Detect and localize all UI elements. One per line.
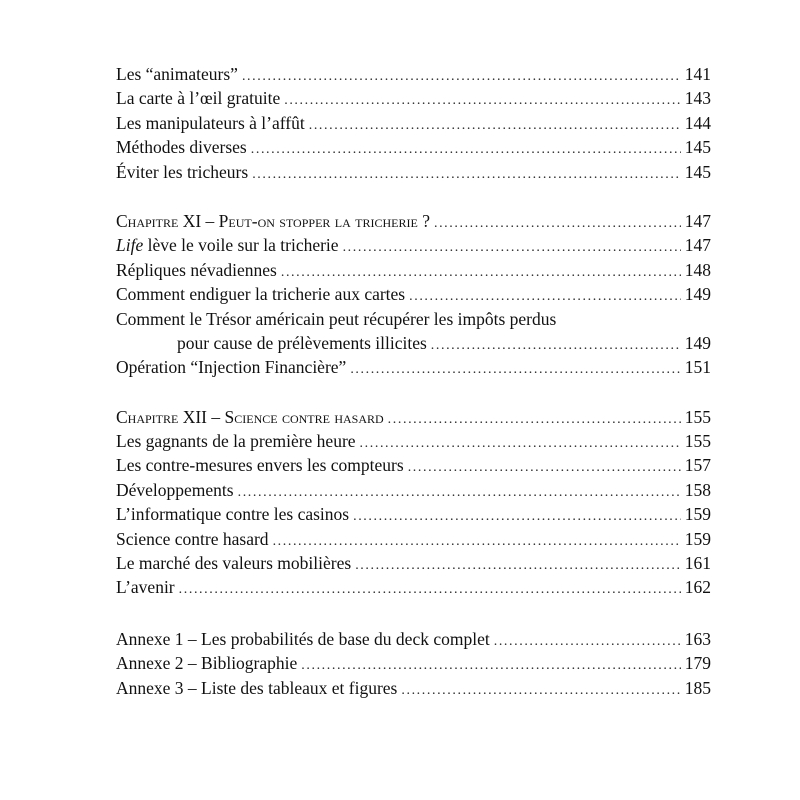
toc-entry-page: 149 — [684, 284, 711, 305]
dot-leader — [494, 630, 681, 654]
toc-entry-title: Le marché des valeurs mobilières — [116, 553, 352, 574]
toc-entry-title — [116, 233, 343, 257]
toc-annex — [116, 676, 711, 700]
dot-leader — [434, 212, 681, 236]
toc-entry-title: Méthodes diverses — [116, 137, 247, 158]
toc-entry — [116, 355, 711, 379]
annex-page: 163 — [684, 628, 711, 649]
toc-entry-title-italic: Life — [116, 235, 144, 256]
toc-entry-page: 159 — [684, 504, 711, 525]
toc-entry — [116, 233, 711, 257]
toc-entry — [116, 282, 711, 306]
toc-entry-title: Les contre-mesures envers les compteurs — [116, 455, 404, 476]
dot-leader — [408, 456, 681, 480]
toc-entry-title: Opération “Injection Financière” — [116, 357, 347, 378]
annex-title: Annexe 3 – Liste des tableaux et figures — [116, 677, 398, 698]
toc-chapter-heading — [116, 405, 711, 429]
toc-entry-title-line1: Comment le Trésor américain peut récupérer les impôts perdus — [116, 308, 557, 329]
toc-entry-page: 162 — [684, 577, 711, 598]
annex-title: Annexe 1 – Les probabilités de base du deck complet — [116, 628, 490, 649]
dot-leader — [353, 505, 681, 529]
toc-entry — [116, 135, 711, 159]
dot-leader — [179, 578, 681, 602]
toc-entry-page: 147 — [684, 235, 711, 256]
toc-entry-page: 161 — [684, 553, 711, 574]
chapter-page: 147 — [684, 210, 711, 231]
dot-leader — [388, 408, 681, 432]
dot-leader — [251, 138, 681, 162]
toc-entry-title: L’avenir — [116, 577, 175, 598]
toc-entry — [116, 62, 711, 86]
toc-entry-title-rest: lève le voile sur la tricherie — [143, 235, 339, 256]
toc-entry-title: Les “animateurs” — [116, 64, 238, 84]
toc-entry-page: 145 — [684, 161, 711, 182]
toc-entry-title: Comment endiguer la tricherie aux cartes — [116, 284, 406, 305]
toc-entry-title: Répliques névadiennes — [116, 259, 277, 280]
toc-entry-page: 159 — [684, 528, 711, 549]
toc-entry-title: La carte à l’œil gratuite — [116, 88, 281, 109]
chapter-title: Chapitre XI – Peut-on stopper la tricherie ? — [116, 210, 430, 231]
toc-annex — [116, 651, 711, 675]
dot-leader — [242, 65, 681, 89]
toc-entry — [116, 478, 711, 502]
dot-leader — [284, 89, 681, 113]
dot-leader — [252, 163, 681, 187]
toc-entry-title: Développements — [116, 479, 234, 500]
section-gap — [116, 600, 711, 625]
toc-entry-page: 151 — [684, 357, 711, 378]
toc-entry-page: 155 — [684, 431, 711, 452]
dot-leader — [350, 358, 680, 382]
toc-annex — [116, 625, 711, 651]
toc-entry — [116, 551, 711, 575]
toc-entry — [116, 258, 711, 282]
chapter-title: Chapitre XII – Science contre hasard — [116, 406, 384, 427]
toc-entry-page: 143 — [684, 88, 711, 109]
toc-chapter-heading — [116, 209, 711, 233]
toc-entry-line2 — [116, 331, 711, 355]
annex-page: 185 — [684, 677, 711, 698]
toc-entry-title: Les manipulateurs à l’affût — [116, 112, 305, 133]
toc-entry — [116, 502, 711, 526]
toc-entry — [116, 429, 711, 453]
toc-entry-page: 157 — [684, 455, 711, 476]
toc-entry-title: Science contre hasard — [116, 528, 269, 549]
dot-leader — [309, 114, 681, 138]
dot-leader — [360, 432, 681, 456]
toc-entry-multiline — [116, 307, 711, 356]
toc-entry — [116, 111, 711, 135]
dot-leader — [431, 334, 681, 358]
toc-entry-page: 158 — [684, 479, 711, 500]
table-of-contents — [116, 62, 711, 700]
toc-entry-title-line2: pour cause de prélèvements illicites — [177, 332, 427, 353]
toc-entry-title: L’informatique contre les casinos — [116, 504, 350, 525]
annex-title: Annexe 2 – Bibliographie — [116, 653, 298, 674]
chapter-page: 155 — [684, 406, 711, 427]
toc-entry-page: 144 — [684, 112, 711, 133]
dot-leader — [343, 236, 681, 260]
toc-entry-title: Éviter les tricheurs — [116, 161, 249, 182]
toc-entry-page: 149 — [684, 332, 711, 353]
section-gap — [116, 184, 711, 209]
annex-page: 179 — [684, 653, 711, 674]
toc-entry-page: 145 — [684, 137, 711, 158]
section-gap — [116, 380, 711, 405]
dot-leader — [409, 285, 681, 309]
dot-leader — [355, 554, 681, 578]
toc-entry-page: 141 — [684, 64, 711, 84]
toc-entry — [116, 86, 711, 110]
toc-entry — [116, 527, 711, 551]
toc-entry — [116, 453, 711, 477]
dot-leader — [401, 679, 680, 703]
toc-entry-page: 148 — [684, 259, 711, 280]
toc-entry-title: Les gagnants de la première heure — [116, 431, 356, 452]
toc-entry — [116, 160, 711, 184]
toc-entry — [116, 575, 711, 599]
